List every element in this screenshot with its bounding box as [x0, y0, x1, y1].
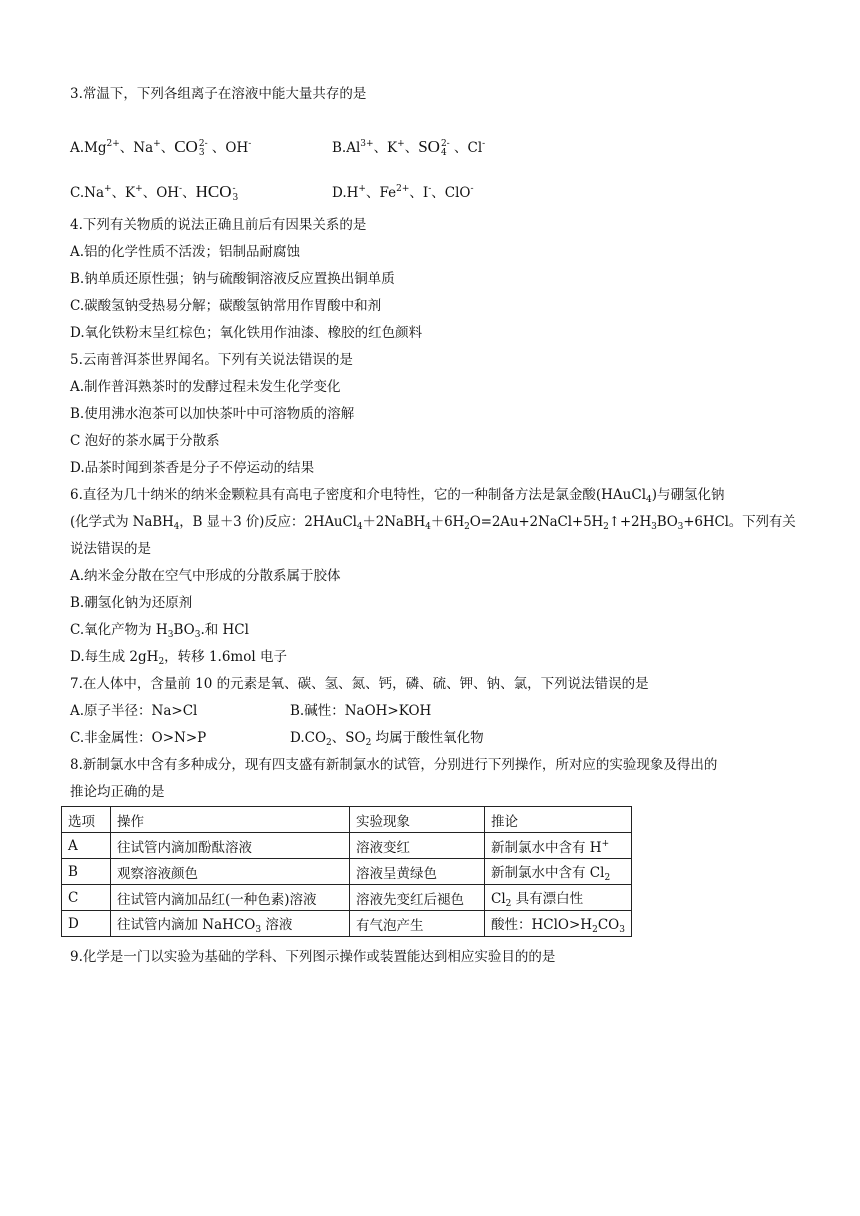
q8-stem-line1: 8.新制氯水中含有多种成分，现有四支盛有新制氯水的试管，分别进行下列操作，所对应的实验现象及得出的 [70, 757, 718, 773]
row-option: C [62, 885, 111, 911]
q3-option-b: $B.Al^{3+}$、K+、SO 2- 4 、Cl- [332, 137, 486, 158]
table-row [62, 859, 632, 885]
row-option: A [62, 833, 111, 859]
q6-option-a: A.纳米金分散在空气中形成的分散系属于胶体 [70, 568, 341, 584]
row-observation: 溶液呈黄绿色 [350, 859, 485, 885]
q6-stem-line1: 6.直径为几十纳米的纳米金颗粒具有高电子密度和介电特性，它的一种制备方法是氯金酸(HAuCl$_4$)与硼氢化钠 [70, 487, 725, 505]
table-header-row [62, 807, 632, 833]
row-observation: 有气泡产生 [350, 911, 485, 937]
q6-stem-line2: (化学式为 NaBH$_4$，B 显＋3 价)反应：$2HAuCl_4+2NaBH_4+6H_2O=2Au+2NaCl+5H_2↑+2H_3BO_3+6HCl$。下列有关 [70, 514, 796, 532]
q5-option-b: B.使用沸水泡茶可以加快茶叶中可溶物质的溶解 [70, 406, 355, 422]
q5-option-d: D.品茶时闻到茶香是分子不停运动的结果 [70, 460, 315, 476]
row-inference: 新制氯水中含有 H+ [485, 833, 632, 859]
row-option: B [62, 859, 111, 885]
row-inference: 新制氯水中含有 $Cl_2$ [485, 859, 632, 885]
q4-option-c: C.碳酸氢钠受热易分解；碳酸氢钠常用作胃酸中和剂 [70, 298, 382, 314]
q4-option-d: D.氧化铁粉末呈红棕色；氧化铁用作油漆、橡胶的红色颜料 [70, 325, 423, 341]
q7-stem: 7.在人体中，含量前 10 的元素是氧、碳、氢、氮、钙，磷、硫、钾、钠、氯，下列说法错误的是 [70, 676, 649, 692]
q4-stem: 4.下列有关物质的说法正确且前后有因果关系的是 [70, 217, 367, 233]
q6-option-d: D.每生成 $2gH_2$，转移 1.6mol 电子 [70, 649, 287, 667]
header-inference: 推论 [485, 807, 632, 833]
row-operation: 往试管内滴加酚酞溶液 [111, 833, 350, 859]
q7-option-a: A.原子半径：Na>Cl [70, 703, 198, 719]
row-operation: 观察溶液颜色 [111, 859, 350, 885]
row-inference: $Cl_2$ 具有漂白性 [485, 885, 632, 911]
row-observation: 溶液变红 [350, 833, 485, 859]
header-option: 选项 [62, 807, 111, 833]
q6-stem-line3: 说法错误的是 [70, 541, 151, 557]
q9-stem: 9.化学是一门以实验为基础的学科、下列图示操作或装置能达到相应实验目的的是 [70, 949, 556, 965]
row-inference: 酸性：$HClO>H_2CO_3$ [485, 911, 632, 937]
q5-option-a: A.制作普洱熟茶时的发酵过程未发生化学变化 [70, 379, 341, 395]
row-option: D [62, 911, 111, 937]
q7-option-b: B.碱性：NaOH>KOH [290, 703, 432, 719]
q7-option-d: $D.CO_2$、$SO_2$ 均属于酸性氧化物 [290, 730, 484, 748]
row-observation: 溶液先变红后褪色 [350, 885, 485, 911]
q3-stem: 3.常温下，下列各组离子在溶液中能大量共存的是 [70, 86, 367, 102]
q6-option-b: B.硼氢化钠为还原剂 [70, 595, 193, 611]
q3-option-a: $A.Mg^{2+}$、Na+、CO 2- 3 、OH- [70, 137, 252, 158]
q4-option-a: A.铝的化学性质不活泼；铝制品耐腐蚀 [70, 244, 301, 260]
table-row [62, 885, 632, 911]
q4-option-b: B.钠单质还原性强；钠与硫酸铜溶液反应置换出铜单质 [70, 271, 395, 287]
q7-option-c: C.非金属性：O>N>P [70, 730, 207, 746]
q6-option-c: C.氧化产物为 $H_3BO_3$.和 HCl [70, 622, 249, 640]
q3-option-d: D.H+、$Fe^{2+}$、I-、ClO- [332, 184, 474, 201]
header-observation: 实验现象 [350, 807, 485, 833]
row-operation: 往试管内滴加 NaHCO$_3$ 溶液 [111, 911, 350, 937]
q5-stem: 5.云南普洱茶世界闻名。下列有关说法错误的是 [70, 352, 353, 368]
q5-option-c: C 泡好的茶水属于分散系 [70, 433, 220, 449]
q8-table [61, 806, 632, 937]
q8-stem-line2: 推论均正确的是 [70, 784, 165, 800]
q3-option-c: C.Na+、K+、OH-、HCO - 3 [70, 182, 239, 203]
header-operation: 操作 [111, 807, 350, 833]
row-operation: 往试管内滴加品红(一种色素)溶液 [111, 885, 350, 911]
table-row [62, 911, 632, 937]
table-row [62, 833, 632, 859]
